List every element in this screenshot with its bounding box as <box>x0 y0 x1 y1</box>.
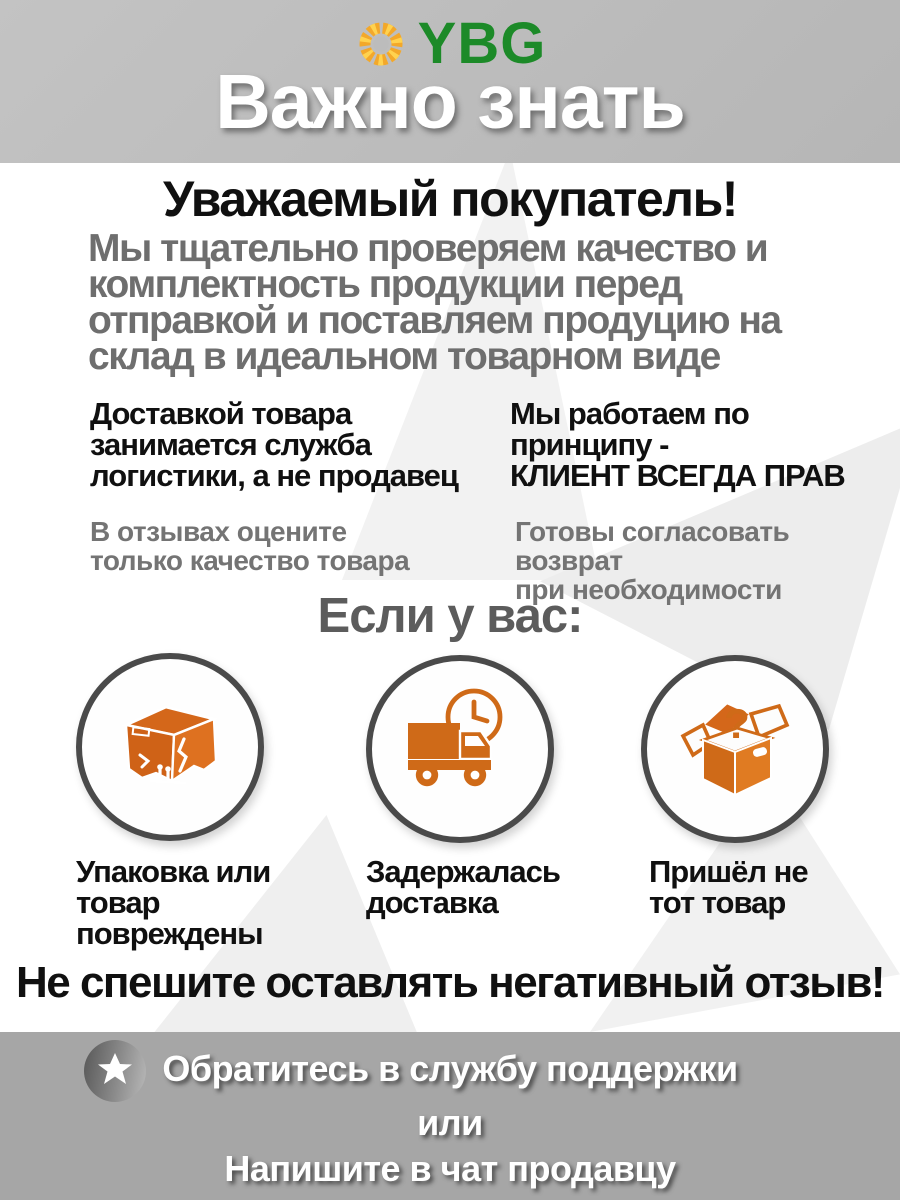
intro-paragraph <box>88 227 828 378</box>
col-line: логистики, а не продавец <box>90 458 458 493</box>
damaged-box-label <box>76 856 356 949</box>
wrong-item-label <box>649 856 899 918</box>
intro-line: Мы тщательно проверяем качество и <box>88 227 768 270</box>
note-line: Готовы согласовать возврат <box>515 516 790 576</box>
label-line: доставка <box>366 885 498 920</box>
intro-line: отправкой и поставляем продуцию на <box>88 299 781 342</box>
label-line: товар <box>76 885 160 920</box>
brand-name: YBG <box>417 11 547 76</box>
note-line: В отзывах оцените <box>90 516 347 547</box>
col-line: Мы работаем по <box>510 396 749 431</box>
delivery-responsibility-text <box>90 398 510 491</box>
greeting-heading: Уважаемый покупатель! <box>163 171 737 227</box>
warning-text: Не спешите оставлять негативный отзыв! <box>15 958 885 1007</box>
intro-line: склад в идеальном товарном виде <box>88 335 720 378</box>
label-line: повреждены <box>76 916 263 951</box>
col-line: принципу - <box>510 427 669 462</box>
col-line: КЛИЕНТ ВСЕГДА ПРАВ <box>510 458 845 493</box>
damaged-box-badge <box>76 653 264 841</box>
note-line: при необходимости <box>515 574 782 605</box>
svg-text:?: ? <box>724 699 750 747</box>
label-line: Задержалась <box>366 854 560 889</box>
delivery-delay-label <box>366 856 646 918</box>
damaged-box-icon <box>106 681 234 814</box>
poster-title: Важно знать <box>215 59 685 145</box>
wrong-item-icon <box>671 683 799 816</box>
customer-principle-text <box>510 398 890 491</box>
footer-band <box>0 1032 900 1200</box>
header-band <box>0 0 900 163</box>
delivery-delay-badge <box>366 655 554 843</box>
delivery-delay-icon <box>396 683 524 816</box>
footer-chat-text: Напишите в чат продавцу <box>224 1148 676 1189</box>
label-line: тот товар <box>649 885 786 920</box>
wrong-item-badge <box>641 655 829 843</box>
col-line: занимается служба <box>90 427 371 462</box>
note-line: только качество товара <box>90 545 410 576</box>
footer-support-text: Обратитесь в службу поддержки <box>162 1048 738 1089</box>
intro-line: комплектность продукции перед <box>88 263 682 306</box>
condition-heading: Если у вас: <box>317 589 583 643</box>
footer-or-text: или <box>417 1102 483 1143</box>
label-line: Упаковка или <box>76 854 271 889</box>
label-line: Пришёл не <box>649 854 808 889</box>
col-line: Доставкой товара <box>90 396 352 431</box>
review-note-text <box>90 517 510 575</box>
